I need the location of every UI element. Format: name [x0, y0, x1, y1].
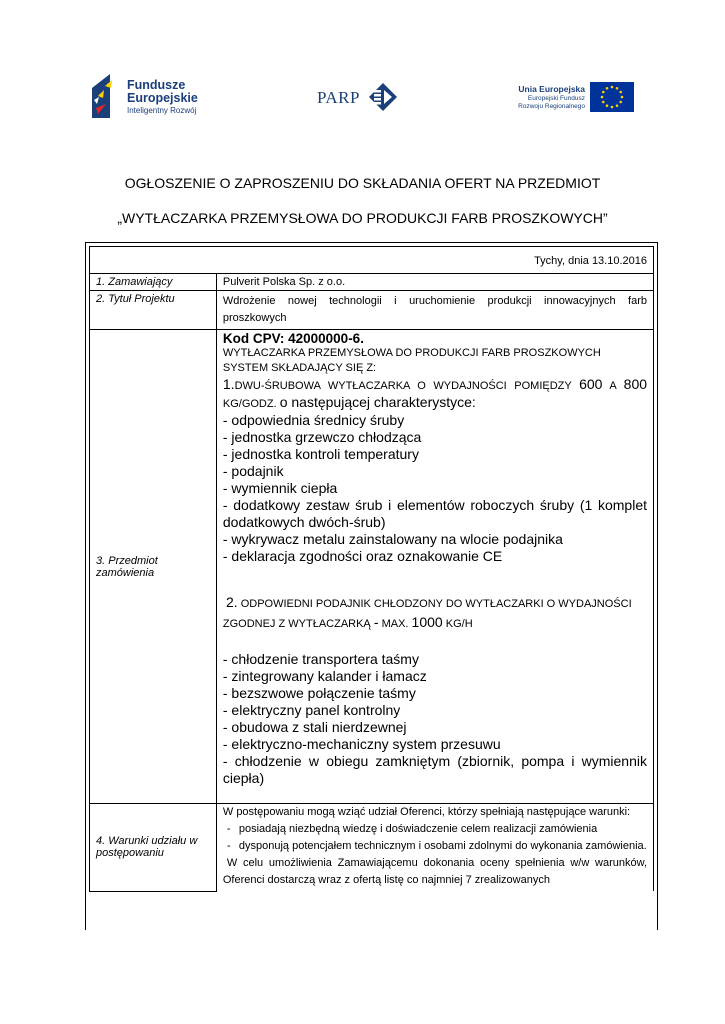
warunki-outro: W celu umożliwienia Zamawiającemu dokonania oceny spełnienia w/w warunków, Oferenci dostarczą wraz z ofertą listę co najmniej 7 zrealizowanych: [222, 857, 647, 886]
warunki-label-line2: postępowaniu: [96, 847, 164, 860]
warunki-bullets: [223, 821, 647, 855]
fundusze-europejskie-logo: [92, 74, 212, 120]
fe-title-line2: Europejskie: [127, 91, 198, 105]
header-logos: [92, 70, 638, 122]
ue-subtitle-line1: Europejski Fundusz: [527, 95, 585, 102]
przedmiot-label: [90, 330, 217, 804]
offer-table: [89, 246, 654, 892]
warunki-row: [90, 804, 654, 892]
list-item: - zintegrowany kalander i łamacz: [222, 668, 427, 684]
tytul-row: [90, 291, 654, 330]
przedmiot-row: [90, 330, 654, 804]
fe-title-line1: Fundusze: [127, 78, 186, 92]
item2-text: 2. ODPOWIEDNI PODAJNIK CHŁODZONY DO WYTŁACZARKI O WYDAJNOŚCI ZGODNEJ Z WYTŁACZARKĄ - MAX. 1000 KG/H: [222, 594, 632, 630]
date-row: [90, 247, 654, 274]
fundusze-europejskie-text: [127, 79, 198, 116]
list-item: - elektryczno-mechaniczny system przesuwu: [222, 736, 501, 752]
list-item: - bezszwowe połączenie taśmy: [222, 685, 416, 701]
list-item: - wykrywacz metalu zainstalowany na wlocie podajnika: [222, 531, 563, 547]
item1-features: [223, 412, 647, 565]
list-item: - odpowiednia średnicy śruby: [222, 412, 405, 428]
fe-subtitle: Inteligentny Rozwój: [127, 106, 197, 115]
list-item: - jednostka grzewczo chłodząca: [222, 429, 422, 445]
przedmiot-line-a: WYTŁACZARKA PRZEMYSŁOWA DO PRODUKCJI FARB PROSZKOWYCH: [222, 347, 601, 359]
unia-europejska-logo: [510, 82, 638, 116]
przedmiot-label-line2: zamówienia: [96, 566, 155, 579]
fundusze-europejskie-emblem-icon: [92, 74, 124, 118]
parp-logo: [317, 82, 407, 112]
list-item: - chłodzenie transportera taśmy: [222, 651, 419, 667]
list-item: - chłodzenie w obiegu zamkniętym (zbiornik, pompa i wymiennik ciepła): [222, 753, 647, 786]
zamawiajacy-label: 1. Zamawiający: [90, 274, 217, 291]
tytul-label: 2. Tytuł Projektu: [90, 291, 217, 330]
cpv-code: Kod CPV: 42000000-6.: [222, 331, 364, 346]
przedmiot-line-b: SYSTEM SKŁADAJĄCY SIĘ Z:: [222, 362, 377, 374]
item2-features: [223, 651, 647, 787]
ue-title: Unia Europejska: [518, 84, 585, 94]
list-item: - dodatkowy zestaw śrub i elementów roboczych śruby (1 komplet dodatkowych dwóch-śrub): [222, 497, 647, 530]
item1-text: 1.DWU-ŚRUBOWA WYTŁACZARKA O WYDAJNOŚCI POMIĘDZY 600 A 800 KG/GODZ. o następującej charakterystyce:: [222, 376, 648, 410]
list-item: - dysponują potencjałem technicznym i osobami zdolnymi do wykonania zamówienia.: [223, 838, 647, 855]
eu-flag-icon: [590, 82, 634, 112]
announcement-heading-line1: OGŁOSZENIE O ZAPROSZENIU DO SKŁADANIA OFERT NA PRZEDMIOT: [124, 175, 601, 191]
list-item: - jednostka kontroli temperatury: [222, 446, 419, 462]
list-item: - podajnik: [222, 463, 284, 479]
parp-emblem-icon: [368, 82, 398, 112]
ue-subtitle-line2: Rozwoju Regionalnego: [518, 103, 585, 110]
announcement-heading-line2: „WYTŁACZARKA PRZEMYSŁOWA DO PRODUKCJI FARB PROSZKOWYCH”: [117, 210, 608, 226]
przedmiot-value: [216, 330, 653, 804]
zamawiajacy-value: Pulverit Polska Sp. z o.o.: [216, 274, 653, 291]
date-cell: Tychy, dnia 13.10.2016: [90, 247, 654, 274]
list-item: - wymiennik ciepła: [222, 480, 338, 496]
list-item: - obudowa z stali nierdzewnej: [222, 719, 407, 735]
przedmiot-label-line1: 3. Przedmiot: [96, 554, 158, 567]
list-item: - deklaracja zgodności oraz oznakowanie CE: [222, 548, 503, 564]
parp-text: PARP: [317, 88, 360, 107]
tytul-value: Wdrożenie nowej technologii i uruchomienie produkcji innowacyjnych farb proszkowych: [216, 291, 653, 330]
warunki-intro: W postępowaniu mogą wziąć udział Oferenci, którzy spełniają następujące warunki:: [222, 806, 631, 818]
zamawiajacy-row: [90, 274, 654, 291]
list-item: - elektryczny panel kontrolny: [222, 702, 401, 718]
ue-text: [510, 84, 585, 111]
warunki-label-line1: 4. Warunki udziału w: [96, 835, 198, 848]
warunki-value: [216, 804, 653, 892]
warunki-label: [90, 804, 217, 892]
list-item: - posiadają niezbędną wiedzę i doświadczenie celem realizacji zamówienia: [223, 821, 647, 838]
